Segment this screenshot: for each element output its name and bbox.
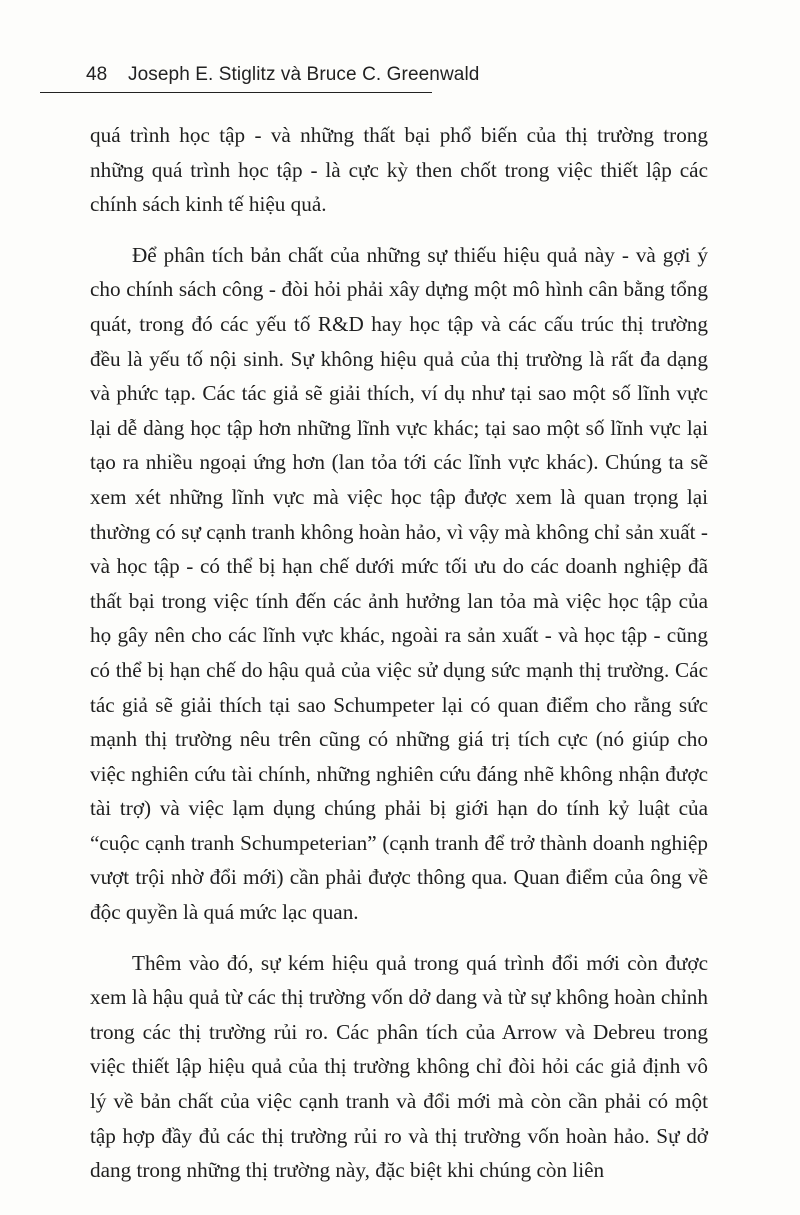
paragraph-3: Thêm vào đó, sự kém hiệu quả trong quá trình đổi mới còn được xem là hậu quả từ các thị trường vốn dở dang và từ sự không hoàn chỉnh trong các thị trường rủi ro. Các phân tích của Arrow và Debreu trong việc thiết lập hiệu quả của thị trường không chỉ đòi hỏi các giả định vô lý về bản chất của việc cạnh tranh và đổi mới mà còn cần phải có một tập hợp đầy đủ các thị trường rủi ro và thị trường vốn hoàn hảo. Sự dở dang trong những thị trường này, đặc biệt khi chúng còn liên xyxy=(90,950,708,1183)
paragraph-1: quá trình học tập - và những thất bại phổ biến của thị trường trong những quá trình học tập - là cực kỳ then chốt trong việc thiết lập các chính sách kinh tế hiệu quả. xyxy=(90,123,708,217)
paragraph-2: Để phân tích bản chất của những sự thiếu hiệu quả này - và gợi ý cho chính sách công - đòi hỏi phải xây dựng một mô hình cân bằng tổng quát, trong đó các yếu tố R&D hay học tập và các cấu trúc thị trường đều là yếu tố nội sinh. Sự không hiệu quả của thị trường là rất đa dạng và phức tạp. Các tác giả sẽ giải thích, ví dụ như tại sao một số lĩnh vực lại dễ dàng học tập hơn những lĩnh vực khác; tại sao một số lĩnh vực lại tạo ra nhiều ngoại ứng hơn (lan tỏa tới các lĩnh vực khác). Chúng ta sẽ xem xét những lĩnh vực mà việc học tập được xem là quan trọng lại thường có sự cạnh tranh không hoàn hảo, vì vậy mà không chỉ sản xuất - và học tập - có thể bị hạn chế dưới mức tối ưu do các doanh nghiệp đã thất bại trong việc tính đến các ảnh hưởng lan tỏa mà việc học tập của họ gây nên cho các lĩnh vực khác, ngoài ra sản xuất - và học tập - cũng có thể bị hạn chế do hậu quả của việc sử dụng sức mạnh thị trường. Các tác giả sẽ giải thích tại sao Schumpeter lại có quan điểm cho rằng sức mạnh thị trường nêu trên cũng có những giá trị tích cực (nó giúp cho việc nghiên cứu tài chính, những nghiên cứu đáng nhẽ không nhận được tài trợ) và việc lạm dụng chúng phải bị giới hạn do tính kỷ luật của “cuộc cạnh tranh Schumpeterian” (cạnh tranh để trở thành doanh nghiệp vượt trội nhờ đổi mới) cần phải được thông qua. Quan điểm của ông về độc quyền là quá mức lạc quan. xyxy=(90,242,708,925)
page-number: 48 xyxy=(86,64,108,85)
body-text xyxy=(90,118,708,1188)
running-header xyxy=(40,62,480,93)
header-authors: Joseph E. Stiglitz và Bruce C. Greenwald xyxy=(128,64,480,85)
